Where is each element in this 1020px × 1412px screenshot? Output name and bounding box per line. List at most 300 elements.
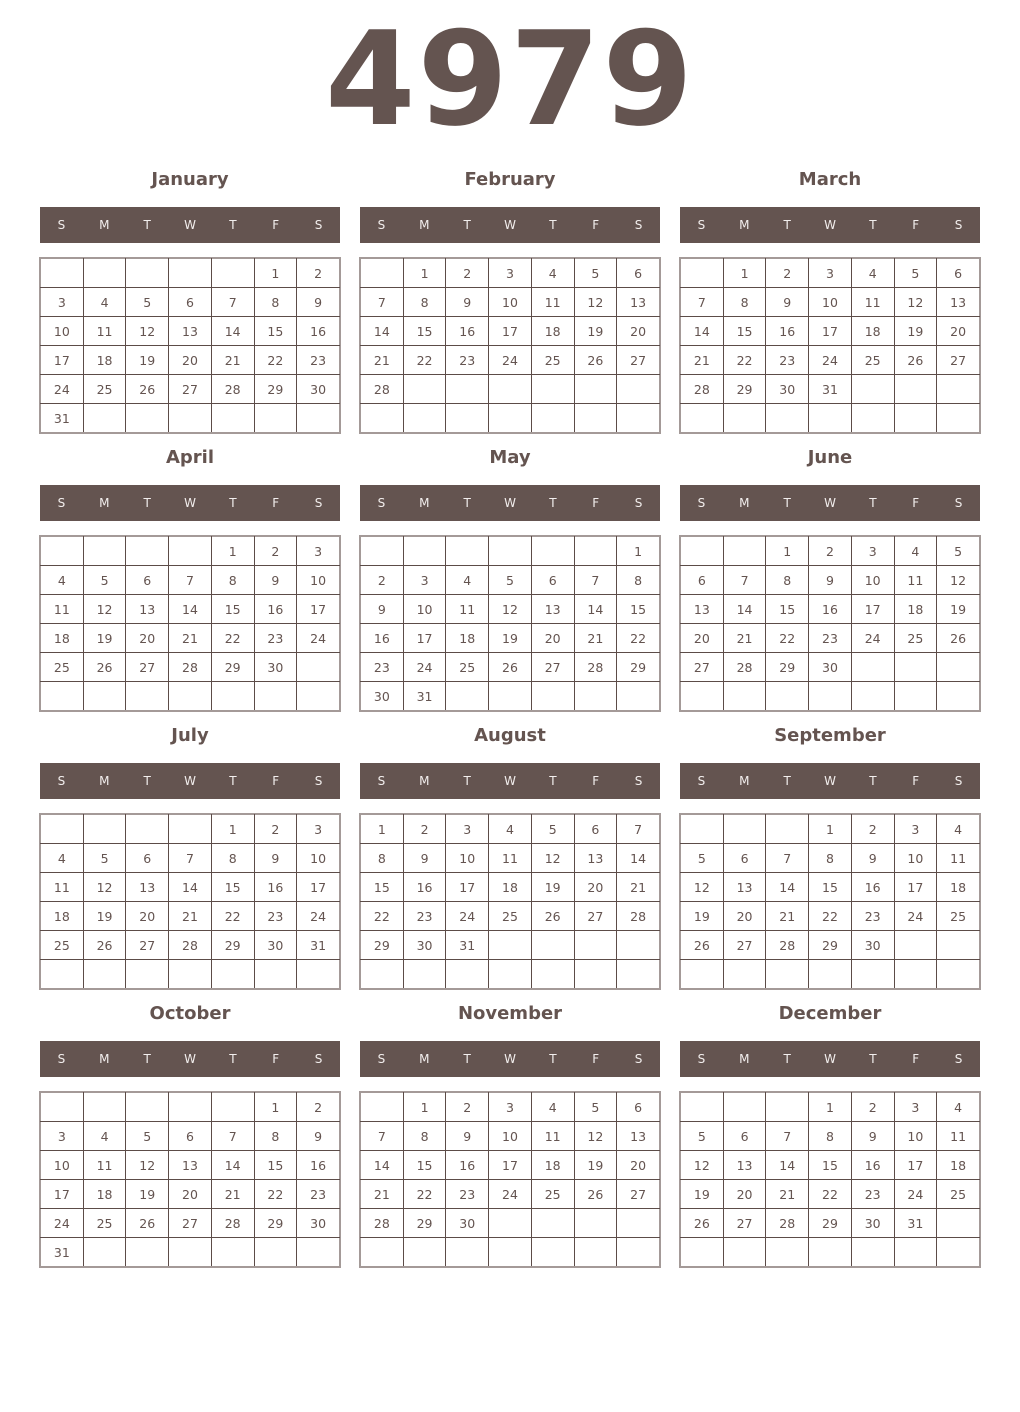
week-row (681, 595, 980, 624)
weekday-label: T (549, 496, 557, 510)
day-cell: 22 (723, 346, 766, 375)
day-cell (83, 537, 126, 566)
week-row (361, 1151, 660, 1180)
weekday-label: W (184, 774, 196, 788)
day-cell: 5 (83, 566, 126, 595)
day-cell: 8 (809, 1122, 852, 1151)
day-cell: 16 (254, 873, 297, 902)
day-cell: 3 (489, 1093, 532, 1122)
day-cell (446, 375, 489, 404)
month-title: May (489, 447, 531, 468)
day-cell: 2 (446, 259, 489, 288)
week-row (681, 960, 980, 989)
weekday-label: F (912, 218, 920, 232)
day-cell (531, 404, 574, 433)
day-cell: 21 (211, 1180, 254, 1209)
day-cell: 11 (41, 873, 84, 902)
week-row (41, 931, 340, 960)
day-cell: 14 (574, 595, 617, 624)
day-cell: 19 (126, 346, 169, 375)
week-row (361, 404, 660, 433)
day-cell (489, 931, 532, 960)
day-cell: 26 (489, 653, 532, 682)
day-cell (681, 815, 724, 844)
day-cell (361, 1093, 404, 1122)
day-cell: 21 (574, 624, 617, 653)
day-cell (41, 259, 84, 288)
day-cell: 9 (851, 1122, 894, 1151)
day-cell: 18 (894, 595, 937, 624)
weekday-label: F (592, 1052, 600, 1066)
day-cell: 29 (211, 653, 254, 682)
day-cell: 13 (126, 595, 169, 624)
day-cell: 20 (937, 317, 980, 346)
day-cell: 30 (254, 653, 297, 682)
weekday-label: T (229, 496, 237, 510)
day-cell: 16 (851, 873, 894, 902)
weekday-label: S (314, 496, 323, 510)
weekday-label: S (314, 774, 323, 788)
day-cell: 28 (361, 375, 404, 404)
week-row (361, 537, 660, 566)
day-cell: 6 (723, 1122, 766, 1151)
week-row (681, 1122, 980, 1151)
day-cell: 22 (211, 624, 254, 653)
day-cell (574, 375, 617, 404)
day-cell: 14 (766, 1151, 809, 1180)
day-cell: 3 (41, 1122, 84, 1151)
day-cell: 4 (489, 815, 532, 844)
day-cell: 11 (937, 844, 980, 873)
day-cell: 26 (681, 931, 724, 960)
day-cell (681, 682, 724, 711)
day-cell (766, 682, 809, 711)
day-cell (211, 960, 254, 989)
day-cell: 7 (766, 844, 809, 873)
month-title: November (457, 1003, 563, 1024)
day-cell: 9 (446, 288, 489, 317)
day-grid (40, 814, 340, 989)
weekday-label: T (783, 774, 791, 788)
day-cell: 7 (211, 288, 254, 317)
day-grid (360, 814, 660, 989)
day-cell: 16 (446, 1151, 489, 1180)
day-cell (403, 960, 446, 989)
day-cell: 15 (361, 873, 404, 902)
weekday-label: M (739, 1052, 750, 1066)
day-cell: 2 (446, 1093, 489, 1122)
week-row (41, 537, 340, 566)
day-cell: 30 (851, 931, 894, 960)
day-cell: 18 (851, 317, 894, 346)
day-cell: 10 (403, 595, 446, 624)
day-cell: 15 (403, 1151, 446, 1180)
day-cell: 27 (617, 1180, 660, 1209)
day-cell: 20 (126, 624, 169, 653)
day-cell: 1 (211, 537, 254, 566)
week-row (681, 346, 980, 375)
day-cell (489, 1209, 532, 1238)
day-cell (766, 815, 809, 844)
day-cell: 10 (297, 844, 340, 873)
day-cell: 24 (446, 902, 489, 931)
week-row (41, 1180, 340, 1209)
day-cell: 19 (937, 595, 980, 624)
day-cell (83, 1238, 126, 1267)
day-cell (723, 682, 766, 711)
day-cell: 17 (41, 346, 84, 375)
day-cell: 29 (254, 375, 297, 404)
day-cell: 17 (809, 317, 852, 346)
day-cell: 19 (83, 902, 126, 931)
weekday-label: S (377, 1052, 386, 1066)
day-cell: 12 (83, 595, 126, 624)
weekday-header-bar (40, 1041, 340, 1077)
day-cell: 25 (531, 346, 574, 375)
day-cell: 8 (723, 288, 766, 317)
weekday-label: T (463, 774, 471, 788)
day-cell: 25 (937, 902, 980, 931)
week-row (41, 566, 340, 595)
weekday-label: T (869, 496, 877, 510)
weekday-label: S (634, 218, 643, 232)
day-cell: 30 (297, 1209, 340, 1238)
day-cell (894, 960, 937, 989)
day-cell: 18 (83, 1180, 126, 1209)
day-cell: 4 (446, 566, 489, 595)
day-cell: 11 (41, 595, 84, 624)
day-cell: 23 (254, 902, 297, 931)
day-cell: 11 (446, 595, 489, 624)
day-cell: 8 (617, 566, 660, 595)
day-cell: 29 (809, 931, 852, 960)
day-cell: 3 (297, 815, 340, 844)
day-cell (531, 960, 574, 989)
day-cell: 19 (574, 317, 617, 346)
day-cell: 7 (361, 1122, 404, 1151)
day-cell: 14 (361, 1151, 404, 1180)
day-cell: 6 (531, 566, 574, 595)
day-cell: 19 (83, 624, 126, 653)
day-cell: 20 (681, 624, 724, 653)
day-cell (361, 960, 404, 989)
day-cell: 5 (937, 537, 980, 566)
weekday-label: S (314, 1052, 323, 1066)
day-grid (360, 1092, 660, 1267)
day-cell: 13 (574, 844, 617, 873)
day-cell: 15 (254, 317, 297, 346)
day-cell: 2 (254, 537, 297, 566)
day-cell: 7 (574, 566, 617, 595)
day-cell: 22 (617, 624, 660, 653)
week-row (681, 1093, 980, 1122)
day-cell (211, 1238, 254, 1267)
day-cell (809, 404, 852, 433)
day-cell: 14 (169, 595, 212, 624)
day-cell: 2 (297, 1093, 340, 1122)
day-cell: 28 (361, 1209, 404, 1238)
day-cell: 27 (126, 653, 169, 682)
day-cell: 24 (403, 653, 446, 682)
day-cell: 13 (169, 317, 212, 346)
day-grid (680, 258, 980, 433)
day-cell: 11 (83, 1151, 126, 1180)
day-cell: 6 (937, 259, 980, 288)
day-cell (531, 1238, 574, 1267)
day-cell (681, 537, 724, 566)
weekday-label: W (184, 496, 196, 510)
day-cell: 2 (766, 259, 809, 288)
weekday-label: W (824, 774, 836, 788)
weekday-label: S (954, 218, 963, 232)
day-cell (169, 537, 212, 566)
weekday-label: S (954, 1052, 963, 1066)
day-cell: 3 (403, 566, 446, 595)
day-cell: 27 (169, 1209, 212, 1238)
day-cell: 9 (403, 844, 446, 873)
day-cell (851, 653, 894, 682)
week-row (681, 682, 980, 711)
day-cell: 26 (937, 624, 980, 653)
week-row (681, 537, 980, 566)
day-cell: 19 (126, 1180, 169, 1209)
day-cell: 13 (723, 873, 766, 902)
day-cell (489, 1238, 532, 1267)
day-cell: 24 (41, 1209, 84, 1238)
day-cell: 6 (574, 815, 617, 844)
day-cell (937, 682, 980, 711)
day-cell: 11 (489, 844, 532, 873)
day-cell: 1 (254, 1093, 297, 1122)
day-cell: 4 (937, 1093, 980, 1122)
day-cell: 20 (723, 1180, 766, 1209)
day-cell: 23 (361, 653, 404, 682)
day-grid (680, 536, 980, 711)
day-cell: 7 (361, 288, 404, 317)
week-row (681, 404, 980, 433)
day-cell: 11 (531, 288, 574, 317)
day-cell (211, 682, 254, 711)
day-cell: 31 (41, 1238, 84, 1267)
day-cell: 15 (766, 595, 809, 624)
day-cell: 21 (361, 346, 404, 375)
day-cell (83, 960, 126, 989)
day-cell: 10 (41, 317, 84, 346)
day-cell: 10 (851, 566, 894, 595)
day-cell (211, 404, 254, 433)
weekday-label: M (99, 496, 110, 510)
day-cell: 17 (894, 873, 937, 902)
week-row (681, 259, 980, 288)
day-cell: 8 (254, 1122, 297, 1151)
week-row (361, 1122, 660, 1151)
day-cell: 16 (297, 1151, 340, 1180)
weekday-label: F (912, 1052, 920, 1066)
day-cell: 29 (361, 931, 404, 960)
day-grid (40, 1092, 340, 1267)
weekday-label: M (419, 1052, 430, 1066)
day-cell: 4 (41, 844, 84, 873)
weekday-label: M (419, 496, 430, 510)
weekday-label: T (549, 218, 557, 232)
week-row (361, 595, 660, 624)
weekday-header-bar (680, 207, 980, 243)
day-cell: 5 (574, 259, 617, 288)
day-cell: 21 (766, 1180, 809, 1209)
day-cell: 23 (851, 902, 894, 931)
month-title: June (807, 447, 853, 468)
day-cell (574, 404, 617, 433)
day-grid (680, 1092, 980, 1267)
day-cell: 3 (41, 288, 84, 317)
day-cell: 1 (361, 815, 404, 844)
day-cell: 28 (169, 653, 212, 682)
day-cell: 16 (361, 624, 404, 653)
day-cell (126, 960, 169, 989)
day-cell: 29 (403, 1209, 446, 1238)
week-row (681, 1180, 980, 1209)
day-cell (937, 404, 980, 433)
day-cell (169, 1093, 212, 1122)
week-row (681, 815, 980, 844)
day-cell: 27 (681, 653, 724, 682)
day-cell: 8 (211, 566, 254, 595)
day-cell (574, 1209, 617, 1238)
week-row (681, 873, 980, 902)
day-cell: 27 (723, 1209, 766, 1238)
week-row (41, 682, 340, 711)
weekday-header-bar (360, 1041, 660, 1077)
day-cell (937, 960, 980, 989)
day-cell: 30 (851, 1209, 894, 1238)
day-cell: 31 (894, 1209, 937, 1238)
weekday-label: M (739, 496, 750, 510)
weekday-label: M (99, 1052, 110, 1066)
day-cell: 20 (169, 1180, 212, 1209)
day-cell: 25 (851, 346, 894, 375)
day-cell: 6 (681, 566, 724, 595)
day-cell: 27 (531, 653, 574, 682)
week-row (41, 1238, 340, 1267)
day-cell (531, 1209, 574, 1238)
day-cell: 2 (361, 566, 404, 595)
weekday-label: W (504, 774, 516, 788)
weekday-label: W (504, 218, 516, 232)
day-cell: 11 (531, 1122, 574, 1151)
day-cell: 11 (851, 288, 894, 317)
day-cell: 15 (211, 873, 254, 902)
day-cell: 5 (681, 844, 724, 873)
day-cell: 18 (83, 346, 126, 375)
day-cell: 3 (489, 259, 532, 288)
day-cell (297, 1238, 340, 1267)
day-cell: 27 (617, 346, 660, 375)
day-cell: 27 (574, 902, 617, 931)
day-cell: 30 (446, 1209, 489, 1238)
weekday-label: W (504, 1052, 516, 1066)
day-cell: 20 (126, 902, 169, 931)
day-cell (723, 537, 766, 566)
day-cell: 30 (254, 931, 297, 960)
week-row (361, 566, 660, 595)
day-cell (531, 682, 574, 711)
day-cell: 18 (531, 1151, 574, 1180)
day-cell: 1 (403, 1093, 446, 1122)
day-cell: 16 (851, 1151, 894, 1180)
weekday-label: S (314, 218, 323, 232)
weekday-label: M (419, 774, 430, 788)
day-cell (681, 259, 724, 288)
day-cell: 12 (574, 288, 617, 317)
weekday-label: T (783, 496, 791, 510)
day-cell: 7 (723, 566, 766, 595)
day-cell: 26 (681, 1209, 724, 1238)
day-cell (41, 960, 84, 989)
day-cell: 31 (403, 682, 446, 711)
day-cell (894, 931, 937, 960)
day-cell (894, 1238, 937, 1267)
day-cell: 5 (531, 815, 574, 844)
weekday-label: T (463, 1052, 471, 1066)
day-cell: 15 (254, 1151, 297, 1180)
day-cell: 1 (766, 537, 809, 566)
day-cell (254, 682, 297, 711)
day-cell: 18 (937, 1151, 980, 1180)
day-cell (126, 682, 169, 711)
day-cell: 9 (446, 1122, 489, 1151)
day-cell: 25 (83, 1209, 126, 1238)
day-cell: 20 (723, 902, 766, 931)
day-cell: 25 (894, 624, 937, 653)
day-cell: 2 (297, 259, 340, 288)
day-grid (680, 814, 980, 989)
week-row (681, 375, 980, 404)
weekday-label: S (377, 774, 386, 788)
week-row (41, 404, 340, 433)
day-cell: 12 (126, 317, 169, 346)
day-cell (681, 1093, 724, 1122)
day-cell: 18 (489, 873, 532, 902)
day-cell: 28 (211, 1209, 254, 1238)
day-cell: 2 (809, 537, 852, 566)
day-cell: 19 (574, 1151, 617, 1180)
weekday-label: W (824, 496, 836, 510)
day-cell (169, 815, 212, 844)
week-row (361, 624, 660, 653)
week-row (361, 375, 660, 404)
day-cell (297, 682, 340, 711)
day-cell (361, 259, 404, 288)
day-cell (809, 682, 852, 711)
week-row (41, 1151, 340, 1180)
day-cell (254, 960, 297, 989)
day-cell (361, 1238, 404, 1267)
day-cell: 27 (723, 931, 766, 960)
weekday-label: W (824, 1052, 836, 1066)
day-cell: 11 (937, 1122, 980, 1151)
day-cell: 14 (681, 317, 724, 346)
day-cell: 6 (169, 1122, 212, 1151)
day-cell (361, 537, 404, 566)
month-title: August (474, 725, 546, 746)
weekday-label: T (229, 1052, 237, 1066)
weekday-label: T (463, 218, 471, 232)
day-cell: 19 (489, 624, 532, 653)
week-row (41, 375, 340, 404)
weekday-label: S (634, 774, 643, 788)
weekday-label: T (143, 774, 151, 788)
weekday-header-bar (40, 207, 340, 243)
